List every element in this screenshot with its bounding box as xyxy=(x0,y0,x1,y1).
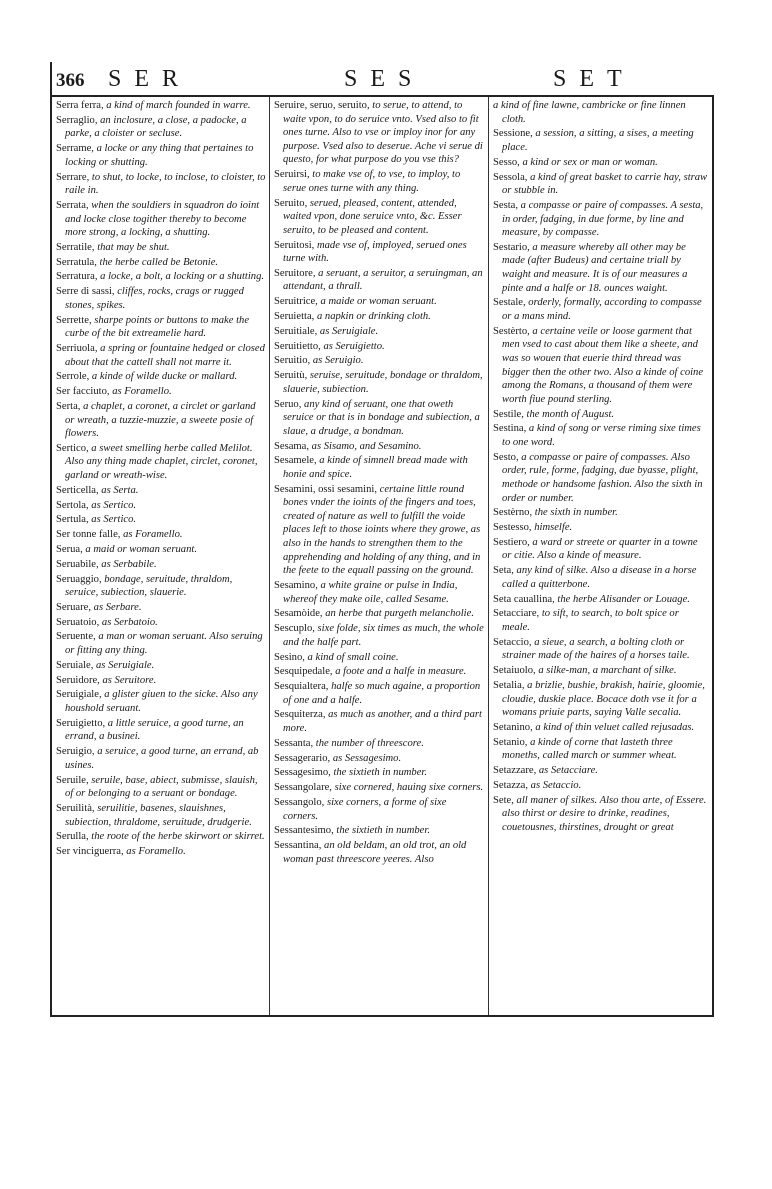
entry-headword: Ser vinciguerra, xyxy=(56,846,124,858)
dictionary-entry xyxy=(274,239,484,266)
entry-headword: Serratura, xyxy=(56,271,98,283)
entry-definition: as Foramello. xyxy=(109,386,172,398)
entry-headword: Seruile, xyxy=(56,774,89,786)
entry-definition: any kind of silke. Also a disease in a horse called a quitterbone. xyxy=(502,565,697,590)
entry-headword: Serta, xyxy=(56,400,81,412)
entry-definition: a kind of song or verse riming sixe times to one word. xyxy=(502,423,701,448)
entry-headword: Seruente, xyxy=(56,631,96,643)
dictionary-entry xyxy=(493,593,709,607)
dictionary-entry xyxy=(493,521,709,535)
entry-definition: as Foramello. xyxy=(123,846,186,858)
entry-definition: when the souldiers in squadron do ioint and locke close togither thereby to become more strong, a locking, a shutting. xyxy=(65,199,260,239)
entry-headword: Seruitiale, xyxy=(274,325,318,337)
entry-headword: Seruitù, xyxy=(274,370,308,382)
dictionary-entry xyxy=(493,171,709,198)
entry-definition: any kind of seruant, one that oweth seruice or that is in bondage and subiection, a slaue, a drudge, a bondman. xyxy=(283,398,480,437)
entry-definition: a compasse or paire of compasses. A sesta, in order, fadging, in due forme, by line and measure, by compasse. xyxy=(502,199,704,239)
entry-headword: Seruilità, xyxy=(56,802,95,814)
dictionary-entry xyxy=(274,824,484,838)
entry-headword: Seruitrice, xyxy=(274,296,318,308)
entry-headword: Sessantesimo, xyxy=(274,825,334,837)
entry-headword: Sessagerario, xyxy=(274,752,331,764)
dictionary-entry xyxy=(493,794,709,835)
dictionary-entry xyxy=(56,674,266,688)
entry-headword: Sesamino, xyxy=(274,580,318,591)
entry-definition: as Sessagesimo. xyxy=(330,752,402,764)
entry-definition: a compasse or paire of compasses. Also order, rule, forme, fadging, due byasse, plight, methode or handsome fashion. Also the sixth in order or number. xyxy=(502,451,703,504)
dictionary-entry xyxy=(56,256,266,270)
entry-headword: Seruigietto, xyxy=(56,717,106,729)
dictionary-entry xyxy=(56,285,266,312)
dictionary-entry xyxy=(274,622,484,649)
entry-headword: Setazza, xyxy=(493,779,528,791)
dictionary-entry xyxy=(274,766,484,780)
entry-headword: Serua, xyxy=(56,543,83,555)
dictionary-entry xyxy=(56,370,266,384)
entry-headword: Setanino, xyxy=(493,721,533,733)
entry-headword: Sessagesimo, xyxy=(274,767,331,779)
entry-definition: a sweet smelling herbe called Melilot. Also any thing made chaplet, circlet, coronet, garland or wreath-wise. xyxy=(65,442,258,482)
entry-definition: an herbe that purgeth melancholie. xyxy=(322,608,474,620)
dictionary-entry xyxy=(274,168,484,195)
entry-definition: sharpe points or buttons to make the curbe of the bit extreamelie hard. xyxy=(65,314,250,340)
entry-headword: Serrata, xyxy=(56,199,89,211)
entry-definition: seruilitie, basenes, slauishnes, subiection, thraldome, seruitude, drudgerie. xyxy=(65,802,252,828)
entry-headword: Sesquialtera, xyxy=(274,681,329,693)
entry-definition: seruile, base, abiect, submisse, slauish, of or belonging to a seruant or bondage. xyxy=(65,774,258,800)
entry-headword: Serrame, xyxy=(56,143,94,155)
entry-headword: Sestale, xyxy=(493,297,526,309)
entry-definition: a napkin or drinking cloth. xyxy=(314,311,431,323)
dictionary-entry xyxy=(493,451,709,505)
dictionary-entry xyxy=(274,310,484,324)
left-rule xyxy=(50,62,52,1017)
dictionary-entry xyxy=(56,342,266,369)
entry-headword: Seruaggio, xyxy=(56,573,102,585)
dictionary-entry xyxy=(56,270,266,284)
entry-definition: the herbe called be Betonie. xyxy=(96,256,219,268)
entry-definition: a maide or woman seruant. xyxy=(317,296,437,308)
dictionary-entry xyxy=(274,839,484,866)
dictionary-entry xyxy=(56,142,266,169)
entry-definition: to serue, to attend, to waite vpon, to do seruice vnto. Vsed also to fit ones turne. Also to vse or imploy inor for any purpose. Vsed also to deserue. Ache vi serue di questo, for what purpose do you vse this? xyxy=(283,100,483,166)
entry-headword: Sertico, xyxy=(56,442,89,454)
entry-headword: Sestesso, xyxy=(493,522,532,534)
entry-headword: Seruitosi, xyxy=(274,239,315,251)
entry-headword: Seruo, xyxy=(274,398,302,410)
dictionary-entry xyxy=(274,197,484,238)
dictionary-entry xyxy=(56,499,266,513)
entry-headword: Sesamele, xyxy=(274,455,317,467)
dictionary-entry xyxy=(56,616,266,630)
entry-headword: Serraglio, xyxy=(56,114,98,126)
entry-definition: as Serbabile. xyxy=(98,558,157,570)
entry-definition: sixe corners, a forme of sixe corners. xyxy=(283,796,447,822)
dictionary-entry xyxy=(56,845,266,859)
entry-definition: sixe cornered, hauing sixe corners. xyxy=(331,782,484,794)
entry-definition: serued, pleased, content, attended, waited vpon, done seruice vnto, &c. Esser seruito, to be pleased and content. xyxy=(283,197,462,236)
dictionary-entry xyxy=(274,267,484,294)
entry-definition: a man or woman seruant. Also seruing or fitting any thing. xyxy=(65,631,263,657)
dictionary-entry xyxy=(274,398,484,439)
entry-headword: Sessantina, xyxy=(274,840,322,852)
entry-definition: to shut, to locke, to inclose, to cloister, to raile in. xyxy=(65,171,266,197)
entry-definition: made vse of, imployed, serued ones turne with. xyxy=(283,239,467,265)
dictionary-entry xyxy=(274,737,484,751)
entry-headword: Serrare, xyxy=(56,171,90,183)
entry-definition: a kind or sex or man or woman. xyxy=(519,156,658,168)
entry-headword: Serratile, xyxy=(56,241,95,253)
dictionary-entry xyxy=(56,601,266,615)
dictionary-entry xyxy=(274,579,484,606)
dictionary-entry xyxy=(493,99,709,126)
dictionary-entry xyxy=(56,688,266,715)
entry-headword: Sesino, xyxy=(274,651,305,663)
dictionary-entry xyxy=(274,483,484,578)
entry-definition: as Serbare. xyxy=(91,601,142,613)
entry-definition: as Seruigio. xyxy=(310,355,364,367)
dictionary-entry xyxy=(493,607,709,634)
dictionary-entry xyxy=(274,325,484,339)
dictionary-entry xyxy=(493,564,709,591)
dictionary-entry xyxy=(56,314,266,341)
entry-definition: seruise, seruitude, bondage or thraldom, slauerie, subiection. xyxy=(283,370,483,395)
entry-headword: Sesamini, ossi sesamini, xyxy=(274,483,377,495)
entry-headword: Sestario, xyxy=(493,241,530,253)
dictionary-entry xyxy=(56,717,266,744)
dictionary-entry xyxy=(56,199,266,240)
entry-definition: as Sisamo, and Sesamino. xyxy=(309,440,422,452)
entry-headword: Serticella, xyxy=(56,484,99,496)
entry-definition: a measure whereby all other may be made (after Budeus) and certaine triall by waight and measure. It is of our measures a pinte and a halfe or 18. ounces waight. xyxy=(502,241,688,294)
entry-headword: Seruare, xyxy=(56,601,91,613)
entry-definition: a little seruice, a good turne, an errand, a businei. xyxy=(65,717,244,743)
entry-headword: Sessangolare, xyxy=(274,782,332,794)
entry-headword: Sessola, xyxy=(493,171,528,183)
dictionary-entry xyxy=(56,114,266,141)
column-2 xyxy=(274,99,484,1011)
entry-definition: the sixth in number. xyxy=(532,507,618,519)
entry-headword: Setalia, xyxy=(493,679,525,691)
entry-headword: Ser facciuto, xyxy=(56,386,110,398)
entry-headword: Seta cauallina, xyxy=(493,593,555,605)
dictionary-entry xyxy=(56,241,266,255)
dictionary-entry xyxy=(274,454,484,481)
entry-headword: Sessione, xyxy=(493,128,533,140)
entry-headword: Sestiero, xyxy=(493,536,530,548)
entry-definition: as Setacciare. xyxy=(536,765,598,777)
entry-headword: Seruirsi, xyxy=(274,169,310,181)
entry-definition: a kinde of corne that lasteth three moneths, called march or summer wheat. xyxy=(502,736,677,762)
running-head-3: SET xyxy=(553,66,635,92)
entry-definition: the sixtieth in number. xyxy=(333,825,430,837)
dictionary-entry xyxy=(56,830,266,844)
entry-definition: all maner of silkes. Also thou arte, of Essere. also thirst or desire to drinke, readines, couetousnes, thirstines, drought or great xyxy=(502,794,707,833)
entry-headword: Setaccio, xyxy=(493,636,532,648)
entry-headword: Sestèrno, xyxy=(493,507,533,519)
entry-definition: cliffes, rocks, crags or rugged stones, spikes. xyxy=(65,286,244,311)
entry-definition: as Serta. xyxy=(98,484,139,496)
dictionary-entry xyxy=(56,745,266,772)
entry-definition: bondage, seruitude, thraldom, seruice, subiection, slauerie. xyxy=(65,573,233,599)
entry-definition: a kind of march founded in warre. xyxy=(103,100,251,111)
entry-definition: a brizlie, bushie, brakish, hairie, gloomie, cloudie, duskie place. Bocace doth vse it for a womans priuie parts, saying Valle secalia. xyxy=(502,679,705,719)
dictionary-entry xyxy=(56,573,266,600)
entry-headword: Sesquipedale, xyxy=(274,666,333,678)
dictionary-entry xyxy=(56,442,266,483)
entry-definition: a kind of small coine. xyxy=(304,651,399,663)
dictionary-entry xyxy=(56,171,266,198)
entry-headword: Seruiale, xyxy=(56,659,94,671)
entry-headword: Seruatoio, xyxy=(56,616,100,628)
entry-headword: Sesto, xyxy=(493,451,519,463)
dictionary-entry xyxy=(274,99,484,167)
dictionary-entry xyxy=(56,99,266,113)
entry-headword: Seruabile, xyxy=(56,558,99,570)
entry-headword: Seruire, seruo, seruito, xyxy=(274,100,370,111)
dictionary-entry xyxy=(274,651,484,665)
dictionary-entry xyxy=(493,506,709,520)
entry-headword: Seruidore, xyxy=(56,674,100,686)
dictionary-entry xyxy=(274,607,484,621)
entry-headword: Sescuplo, xyxy=(274,623,315,635)
entry-definition: a certaine veile or loose garment that men vsed to cast about them like a sheete, and was so wouen that euerie third thread was bigger then the other two. Also a kinde of coine among the Romans, a thousand of them were worth fiue pound sterling. xyxy=(502,325,704,405)
entry-headword: Sestile, xyxy=(493,408,524,420)
entry-definition: halfe so much againe, a proportion of one and a halfe. xyxy=(283,681,481,706)
entry-definition: an inclosure, a close, a padocke, a parke, a cloister or secluse. xyxy=(65,114,247,140)
dictionary-entry xyxy=(274,665,484,679)
column-divider-1 xyxy=(269,97,270,1015)
entry-definition: a foote and a halfe in measure. xyxy=(332,666,467,678)
dictionary-entry xyxy=(274,354,484,368)
right-rule xyxy=(712,95,714,1017)
entry-definition: a session, a sitting, a sises, a meeting place. xyxy=(502,128,694,153)
dictionary-entry xyxy=(274,440,484,454)
dictionary-entry xyxy=(56,385,266,399)
entry-definition: a kind of fine lawne, cambricke or fine linnen cloth. xyxy=(493,100,686,125)
entry-headword: Serratula, xyxy=(56,256,97,268)
entry-headword: Seruietta, xyxy=(274,311,315,323)
entry-headword: Seruitietto, xyxy=(274,340,321,352)
entry-definition: an old beldam, an old trot, an old woman past threescore yeeres. Also xyxy=(283,840,467,865)
entry-definition: as Sertico. xyxy=(88,499,137,511)
dictionary-entry xyxy=(56,484,266,498)
entry-definition: as Serbatoio. xyxy=(99,616,158,628)
entry-headword: Sesama, xyxy=(274,440,310,452)
entry-headword: Ser tonne falle, xyxy=(56,529,121,541)
dictionary-entry xyxy=(493,679,709,720)
entry-headword: Setaiuolo, xyxy=(493,665,536,677)
entry-headword: Seruito, xyxy=(274,197,308,209)
entry-headword: Sertola, xyxy=(56,499,89,511)
dictionary-entry xyxy=(493,764,709,778)
dictionary-entry xyxy=(493,156,709,170)
dictionary-entry xyxy=(274,369,484,396)
dictionary-entry xyxy=(56,659,266,673)
entry-definition: a kind of thin veluet called rejusadas. xyxy=(532,721,695,733)
dictionary-entry xyxy=(274,680,484,707)
dictionary-entry xyxy=(56,774,266,801)
entry-definition: a seruice, a good turne, an errand, ab usines. xyxy=(65,746,259,771)
entry-headword: Sestina, xyxy=(493,423,527,435)
dictionary-entry xyxy=(493,127,709,154)
dictionary-entry xyxy=(274,295,484,309)
entry-definition: as Seruitore. xyxy=(99,674,157,686)
entry-definition: a spring or fountaine hedged or closed about that the cattell shall not marre it. xyxy=(65,342,265,368)
entry-definition: as Sertico. xyxy=(88,514,137,526)
entry-headword: Sesso, xyxy=(493,156,520,168)
page-number: 366 xyxy=(56,70,85,91)
column-divider-2 xyxy=(488,97,489,1015)
dictionary-entry xyxy=(493,721,709,735)
entry-definition: a locke, a bolt, a locking or a shutting. xyxy=(97,271,265,283)
dictionary-entry xyxy=(274,708,484,735)
dictionary-entry xyxy=(493,408,709,422)
entry-headword: Setazzare, xyxy=(493,765,537,777)
entry-headword: Seruigiale, xyxy=(56,689,102,701)
entry-definition: certaine little round bones vnder the ioints of the fingers and toes, created of nature as well to fulfill the voide places left to those ioints where they growe, as also in the hands to strengthen them to the apprehending and holding of any thing, and in the feete to the equall passing on the ground. xyxy=(283,483,481,577)
entry-headword: Sesquiterza, xyxy=(274,709,326,721)
entry-definition: a silke-man, a marchant of silke. xyxy=(535,665,677,677)
entry-definition: a ward or streete or quarter in a towne or citie. Also a kinde of measure. xyxy=(502,536,698,562)
running-head-2: SES xyxy=(344,66,425,92)
entry-definition: a sieue, a search, a bolting cloth or strainer made of the haires of a horses taile. xyxy=(502,636,690,662)
entry-headword: Seruitio, xyxy=(274,355,311,367)
entry-definition: the herbe Alisander or Louage. xyxy=(554,593,690,605)
dictionary-entry xyxy=(493,199,709,240)
entry-definition: orderly, formally, according to compasse or a mans mind. xyxy=(502,297,702,323)
entry-headword: Sesamòide, xyxy=(274,608,323,620)
running-head-1: SER xyxy=(108,66,192,92)
dictionary-entry xyxy=(274,796,484,823)
dictionary-entry xyxy=(274,340,484,354)
entry-headword: Setacciare, xyxy=(493,608,540,620)
dictionary-entry xyxy=(493,736,709,763)
entry-definition: to sift, to search, to bolt spice or meale. xyxy=(502,608,679,633)
top-rule xyxy=(50,95,714,97)
entry-headword: Serra ferra, xyxy=(56,100,104,111)
dictionary-entry xyxy=(56,400,266,441)
dictionary-entry xyxy=(56,630,266,657)
dictionary-entry xyxy=(56,513,266,527)
dictionary-entry xyxy=(493,664,709,678)
dictionary-entry xyxy=(493,536,709,563)
entry-definition: a locke or any thing that pertaines to locking or shutting. xyxy=(65,143,254,168)
entry-headword: Seruigio, xyxy=(56,746,95,758)
entry-definition: to make vse of, to vse, to imploy, to serue ones turne with any thing. xyxy=(283,169,461,194)
dictionary-entry xyxy=(493,422,709,449)
entry-headword: Serrole, xyxy=(56,371,90,383)
dictionary-entry xyxy=(493,636,709,663)
entry-definition: as Seruigietto. xyxy=(320,340,385,352)
entry-headword: Seta, xyxy=(493,565,514,577)
entry-definition: as much as another, and a third part more. xyxy=(283,709,482,735)
entry-definition: a chaplet, a coronet, a circlet or garland or wreath, a tuzzie-muzzie, a sweete posie of flowers. xyxy=(65,400,256,440)
entry-definition: the number of threescore. xyxy=(313,737,424,749)
dictionary-entry xyxy=(56,802,266,829)
entry-definition: that may be shut. xyxy=(94,241,170,253)
entry-headword: Setanio, xyxy=(493,736,528,748)
entry-definition: a kinde of simnell bread made with honie and spice. xyxy=(283,455,468,480)
dictionary-entry xyxy=(493,241,709,295)
entry-headword: Sesta, xyxy=(493,199,519,211)
entry-headword: Serrette, xyxy=(56,314,92,326)
entry-headword: Serre di sassi, xyxy=(56,286,115,298)
dictionary-entry xyxy=(56,558,266,572)
dictionary-entry xyxy=(493,779,709,793)
dictionary-entry xyxy=(493,325,709,407)
dictionary-entry xyxy=(56,528,266,542)
dictionary-entry xyxy=(274,781,484,795)
dictionary-entry xyxy=(56,543,266,557)
entry-headword: Sessanta, xyxy=(274,737,314,749)
column-3 xyxy=(493,99,709,1011)
dictionary-entry xyxy=(274,752,484,766)
entry-definition: a glister giuen to the sicke. Also any houshold seruant. xyxy=(65,689,258,714)
entry-definition: the sixtieth in number. xyxy=(330,767,428,779)
entry-definition: the month of August. xyxy=(523,408,615,420)
entry-definition: a white graine or pulse in India, whereof they make oile, called Sesame. xyxy=(283,580,458,605)
entry-headword: Serriuola, xyxy=(56,342,98,354)
entry-definition: himselfe. xyxy=(531,522,573,534)
entry-definition: as Seruigiale. xyxy=(93,659,155,671)
entry-definition: a kind of great basket to carrie hay, straw or stubble in. xyxy=(502,171,708,197)
entry-definition: a kinde of wilde ducke or mallard. xyxy=(89,371,238,383)
entry-headword: Sertula, xyxy=(56,514,89,526)
entry-definition: as Foramello. xyxy=(120,529,183,541)
bottom-rule xyxy=(50,1015,714,1017)
entry-definition: a seruant, a seruitor, a seruingman, an attendant, a thrall. xyxy=(283,267,483,293)
entry-definition: a maid or woman seruant. xyxy=(82,543,197,555)
entry-headword: Serulla, xyxy=(56,831,89,843)
dictionary-entry xyxy=(493,296,709,323)
entry-headword: Seruitore, xyxy=(274,267,316,279)
entry-definition: as Setaccio. xyxy=(528,779,582,791)
entry-definition: sixe folde, six times as much, the whole and the halfe part. xyxy=(283,623,484,648)
entry-definition: as Seruigiale. xyxy=(317,325,379,337)
entry-definition: the roote of the herbe skirwort or skirret. xyxy=(88,831,265,843)
column-1 xyxy=(56,99,266,1011)
entry-headword: Sessangolo, xyxy=(274,796,325,808)
entry-headword: Sete, xyxy=(493,794,514,806)
entry-headword: Sestèrto, xyxy=(493,325,530,337)
